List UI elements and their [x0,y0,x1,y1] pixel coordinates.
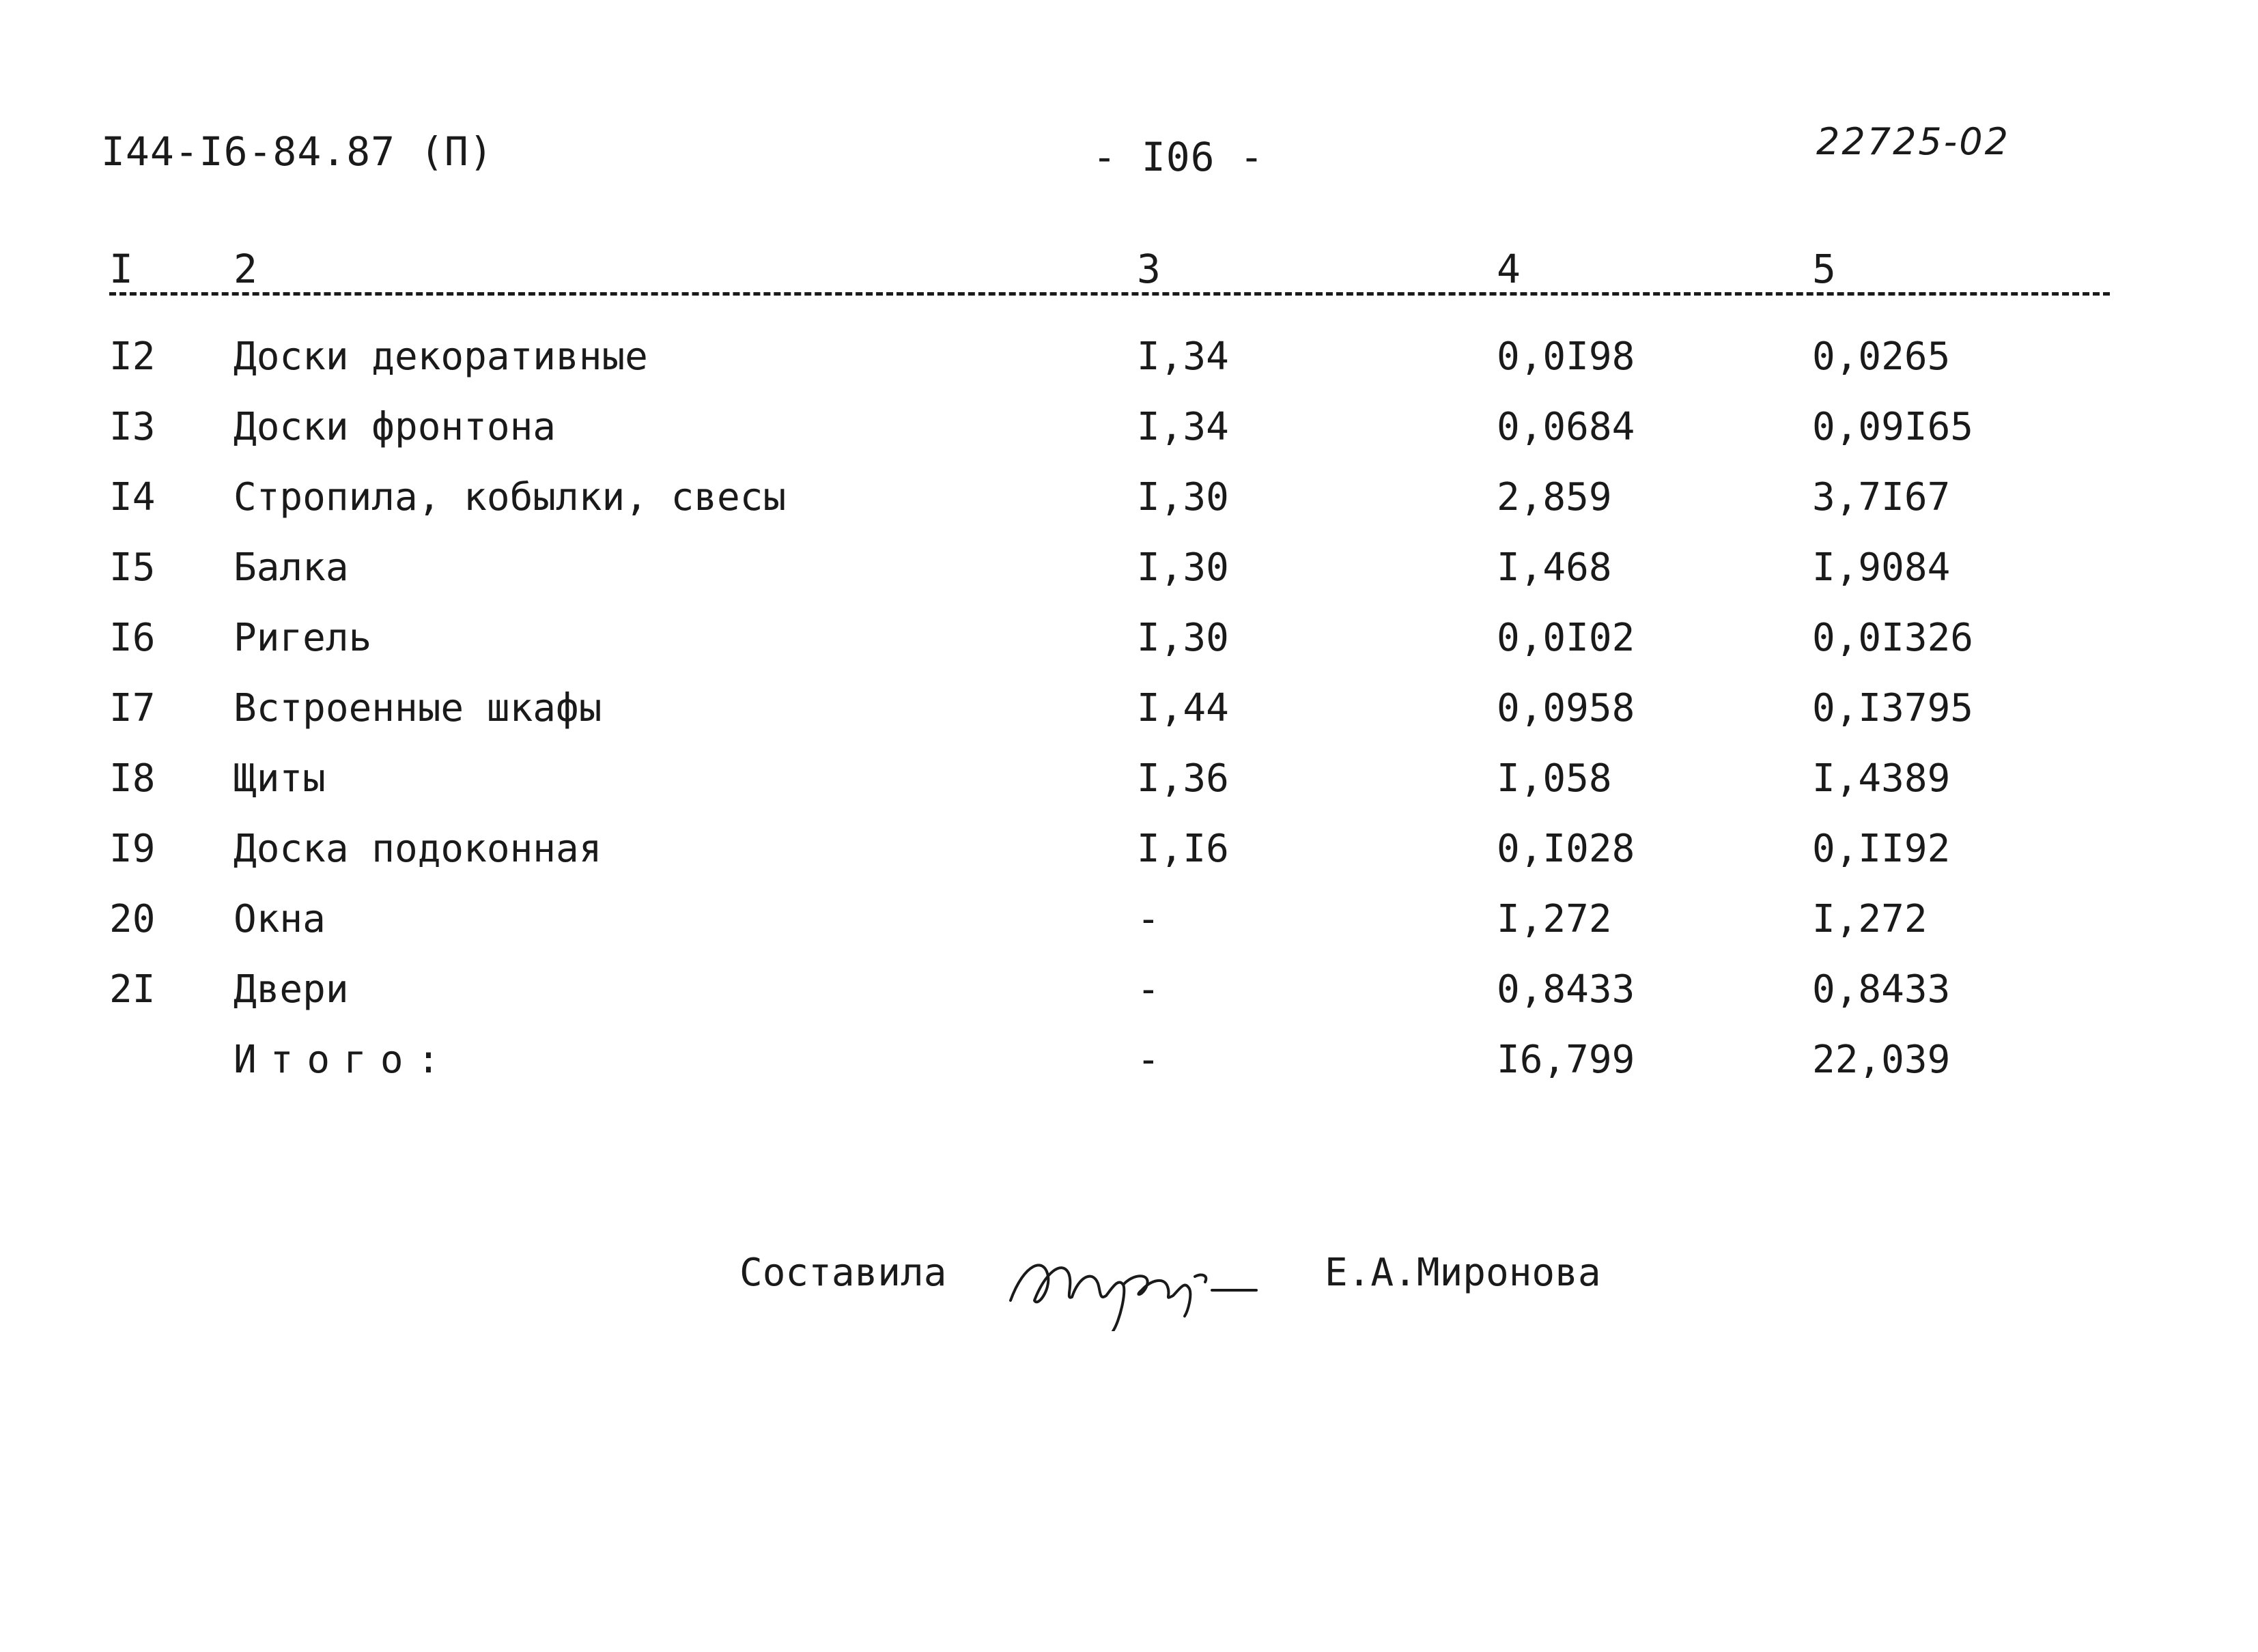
document-code: I44-I6-84.87 (П) [101,128,494,175]
item-name: Двери [234,967,349,1012]
value-col4: 2,859 [1497,475,1612,519]
table-row [0,897,2258,967]
item-name: Окна [234,897,326,941]
value-col5: I,272 [1812,897,1928,941]
table-row [0,475,2258,545]
header-divider [109,292,2110,296]
coefficient: - [1137,967,1160,1012]
row-number: I4 [109,475,156,519]
table-row [0,686,2258,756]
row-number: I2 [109,334,156,379]
item-name: Доски фронтона [234,405,556,449]
value-col5: I,9084 [1812,545,1951,590]
coefficient: I,30 [1137,545,1229,590]
composed-by-label: Составила [739,1251,947,1295]
coefficient: I,36 [1137,756,1229,801]
composer-name: Е.А.Миронова [1325,1251,1601,1295]
item-name: Щиты [234,756,326,801]
value-col4: I,058 [1497,756,1612,801]
item-name: Встроенные шкафы [234,686,602,730]
item-name: Ригель [234,616,372,660]
column-number: 2 [234,246,257,292]
value-col4: 0,0I98 [1497,334,1635,379]
column-number: I [109,246,133,292]
value-col4: 0,0958 [1497,686,1635,730]
value-col5: 0,8433 [1812,967,1951,1012]
handwritten-signature [997,1236,1263,1331]
value-col5: 3,7I67 [1812,475,1951,519]
value-col5: 0,II92 [1812,827,1951,871]
value-col5: 0,0265 [1812,334,1951,379]
coefficient: I,44 [1137,686,1229,730]
value-col5: 0,09I65 [1812,405,1974,449]
table-row [0,334,2258,405]
item-name: Стропила, кобылки, свесы [234,475,787,519]
column-number: 4 [1497,246,1521,292]
coefficient: I,34 [1137,334,1229,379]
row-number: I9 [109,827,156,871]
table-row [0,616,2258,686]
inventory-number: 22725-02 [1816,120,2010,163]
total-label: Итого: [234,1038,454,1082]
total-col5: 22,039 [1812,1038,1951,1082]
coefficient: I,30 [1137,616,1229,660]
row-number: I3 [109,405,156,449]
row-number: I6 [109,616,156,660]
value-col5: 0,I3795 [1812,686,1974,730]
table-row [0,545,2258,616]
item-name: Балка [234,545,349,590]
value-col4: I,468 [1497,545,1612,590]
value-col5: 0,0I326 [1812,616,1974,660]
value-col4: 0,0I02 [1497,616,1635,660]
signature-block [0,1236,2258,1331]
total-row [0,1038,2258,1108]
item-name: Доска подоконная [234,827,602,871]
value-col4: 0,I028 [1497,827,1635,871]
row-number: 20 [109,897,156,941]
column-number: 3 [1137,246,1161,292]
value-col5: I,4389 [1812,756,1951,801]
coefficient: I,30 [1137,475,1229,519]
table-row [0,756,2258,827]
coefficient: I,I6 [1137,827,1229,871]
table-row [0,827,2258,897]
total-coefficient: - [1137,1038,1160,1082]
row-number: 2I [109,967,156,1012]
row-number: I8 [109,756,156,801]
page-number: - I06 - [1092,134,1265,180]
coefficient: - [1137,897,1160,941]
column-number-row [0,246,2258,294]
table-row [0,967,2258,1038]
value-col4: I,272 [1497,897,1612,941]
value-col4: 0,8433 [1497,967,1635,1012]
coefficient: I,34 [1137,405,1229,449]
table-body [0,334,2258,1108]
row-number: I7 [109,686,156,730]
item-name: Доски декоративные [234,334,648,379]
row-number: I5 [109,545,156,590]
total-col4: I6,799 [1497,1038,1635,1082]
value-col4: 0,0684 [1497,405,1635,449]
table-row [0,405,2258,475]
column-number: 5 [1812,246,1836,292]
